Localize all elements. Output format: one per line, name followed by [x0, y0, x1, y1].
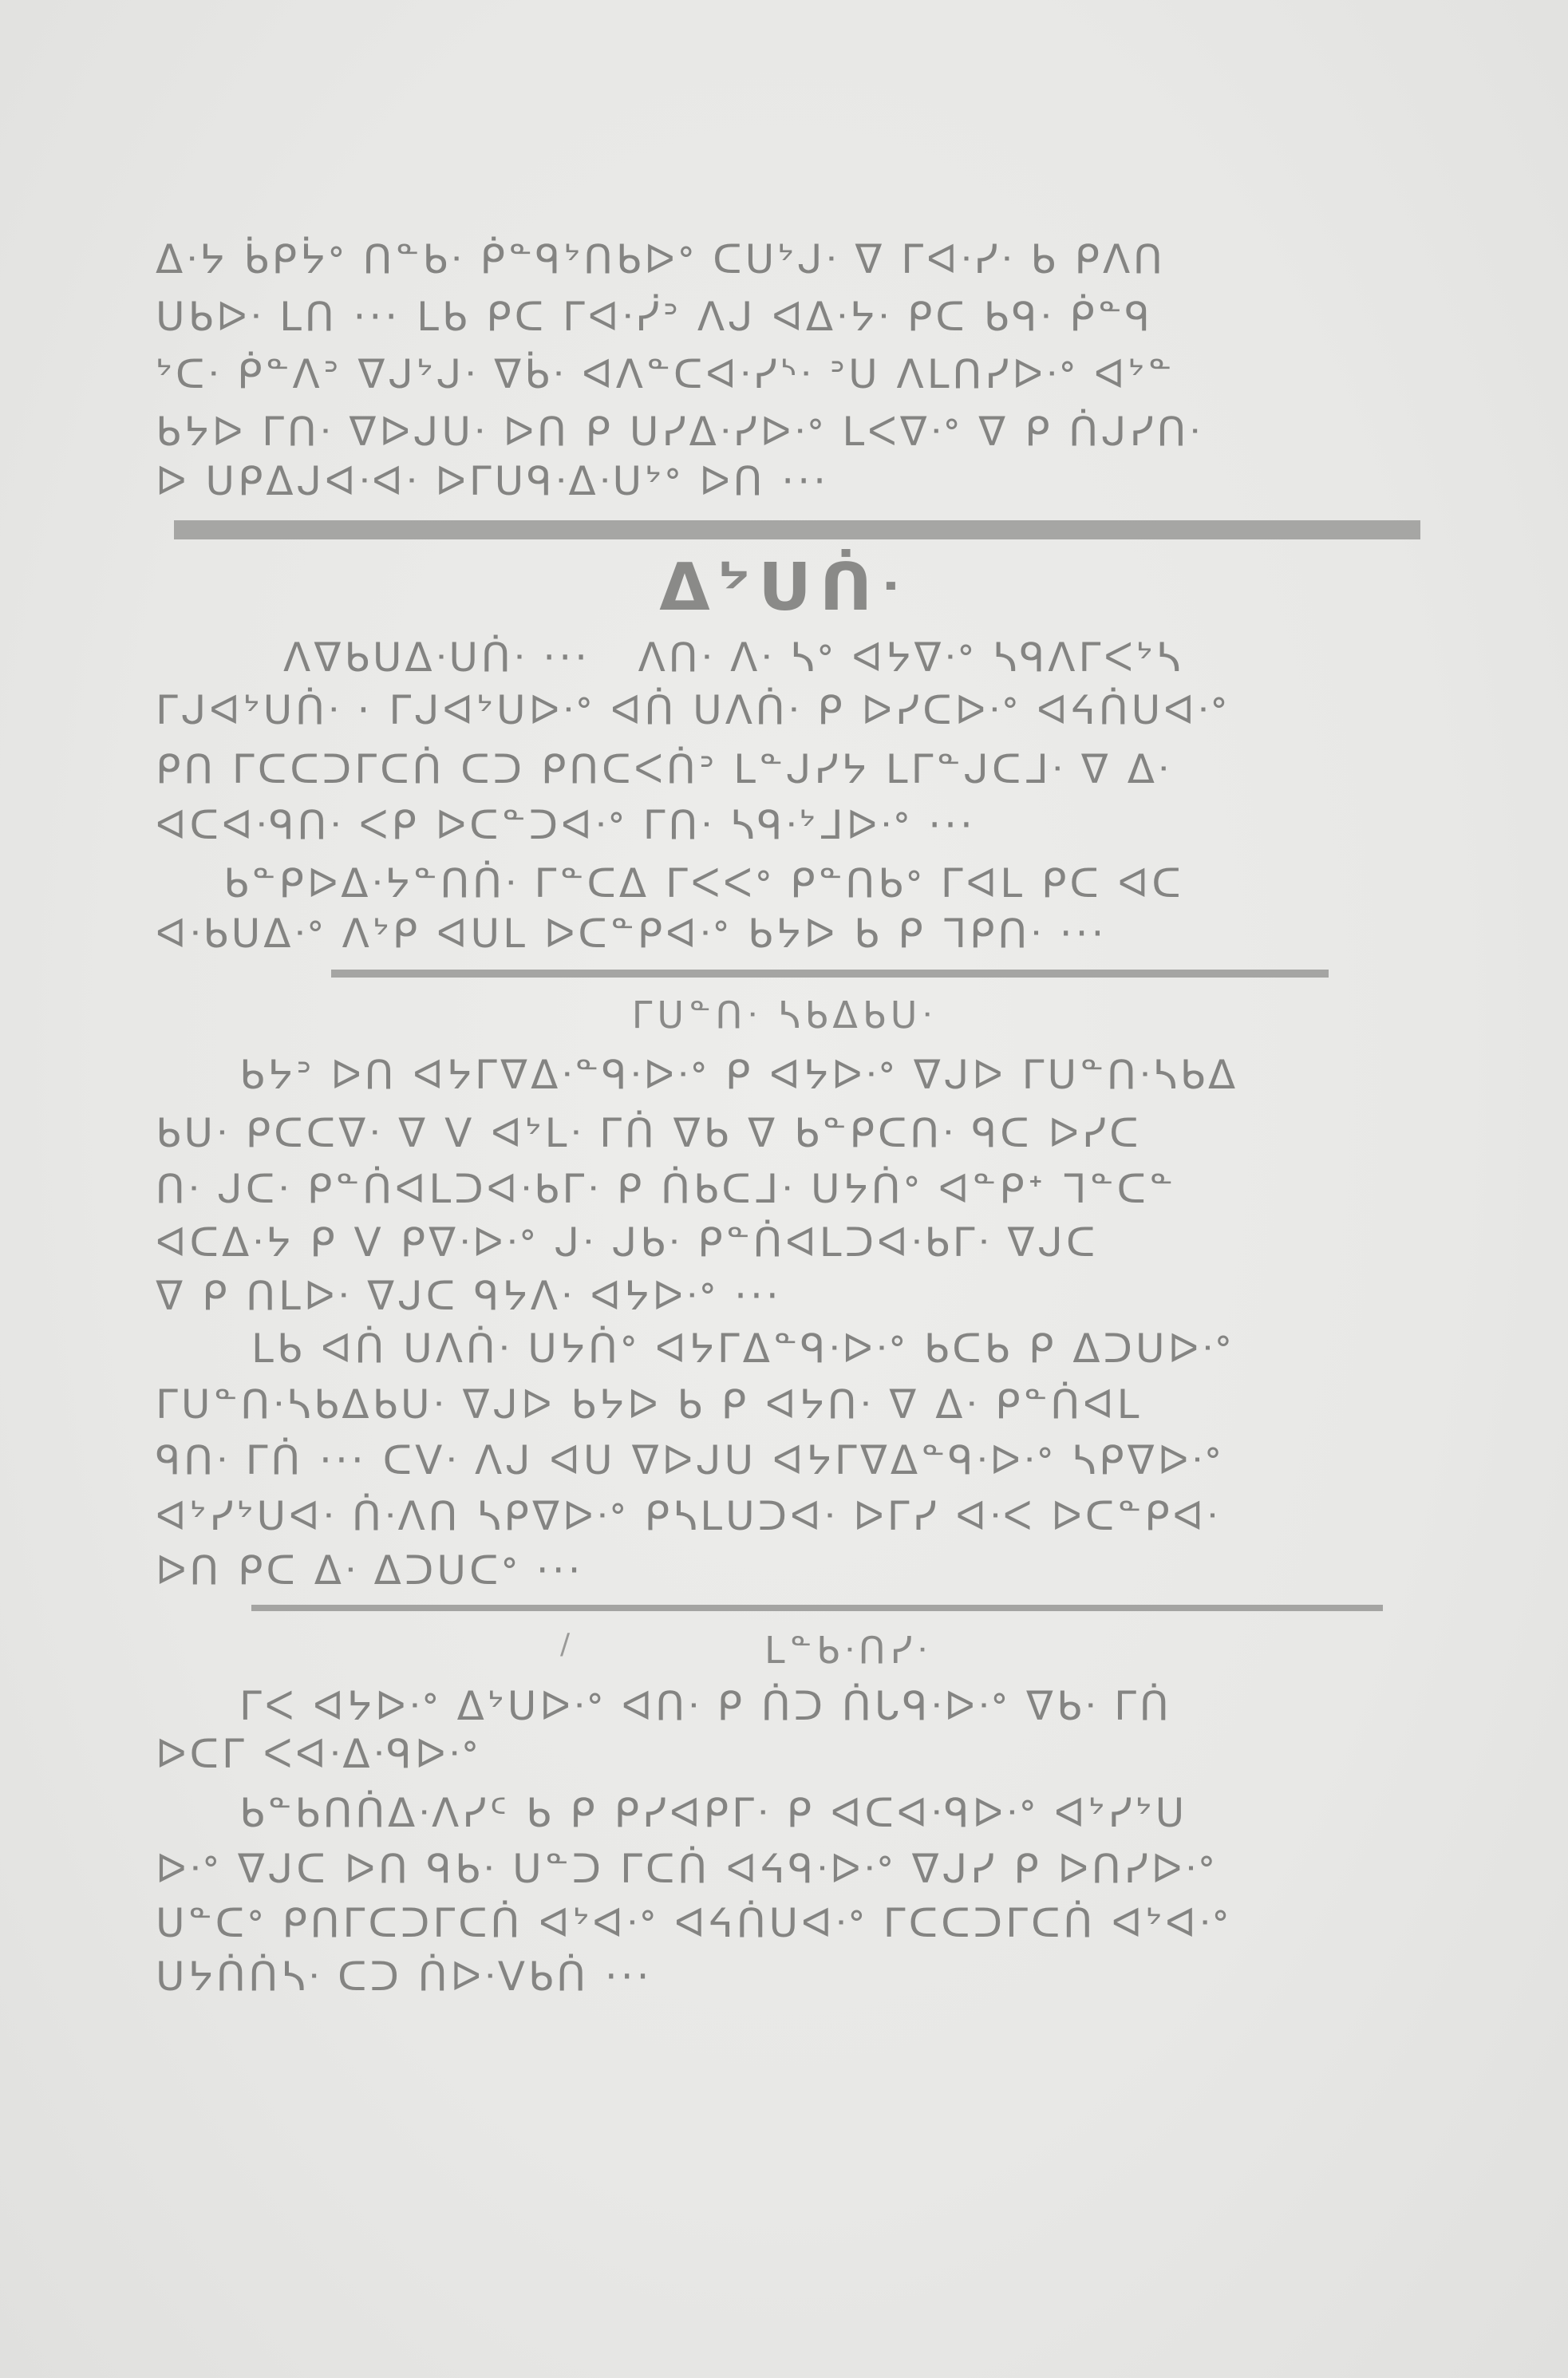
text-line: ᑲᔭᐣ ᐅᑎ ᐊᔭᒥᐁᐃᐧᓐᑫᐧᐅᐧᐤ ᑭ ᐊᔭᐅᐧᐤ ᐁᒍᐅ ᒥᑌᓐᑎᐧᓴᑲᐃ — [239, 1052, 1239, 1098]
text-line: ᑲᑌᐧ ᑭᑕᑕᐁᐧ ᐁ ᐯ ᐊᔾᒪᐧ ᒥᑏ ᐁᑲ ᐁ ᑲᓐᑭᑕᑎᐧ ᑫᑕ ᐅᓯᑕ — [156, 1110, 1142, 1156]
text-line: ᐊᑕᐊᐧᑫᑎᐧ ᐸᑭ ᐅᑕᓐᑐᐊᐧᐤ ᒥᑎᐧ ᓴᑫᐧᔾᒧᐅᐧᐤ ··· — [156, 802, 976, 848]
text-line: ᐅ ᑌᑭᐃᒍᐊᐧᐊᐧ ᐅᒥᑌᑫᐧᐃᐧᑌᔾᐤ ᐅᑎ ··· — [156, 458, 829, 504]
text-line: ᐊᑕᐃᐧᔭ ᑭ ᐯ ᑭᐁᐧᐅᐧᐤ ᒍᐧ ᒍᑲᐧ ᑭᓐᑏᐊᒪᑐᐊᐧᑲᒥᐧ ᐁᒍᑕ — [156, 1219, 1099, 1266]
divider-rule — [331, 970, 1329, 978]
text-line: ᐊᔾᓯᔾᑌᐊᐧ ᑏᐧᐱᑎ ᓴᑭᐁᐅᐧᐤ ᑭᓴᒪᑌᑐᐊᐧ ᐅᒥᓯ ᐊᐧᐸ ᐅᑕᓐᑭᐊᐧ — [156, 1493, 1220, 1539]
text-line: ᑲᓐᑲᑎᑏᐃᐧᐱᓯᑦ ᑲ ᑭ ᑭᓯᐊᑭᒥᐧ ᑭ ᐊᑕᐊᐧᑫᐅᐧᐤ ᐊᔾᓯᔾᑌ — [239, 1790, 1188, 1836]
text-line: ᑭᑎ ᒥᑕᑕᑐᒥᑕᑏ ᑕᑐ ᑭᑎᑕᐸᑏᐣ ᒪᓐᒍᓯᔭ ᒪᒥᓐᒍᑕᒧᐧ ᐁ ᐃᐧ — [156, 746, 1171, 792]
section-subheading: ᒪᓐᑲᐧᑎᓯᐧ — [764, 1629, 932, 1672]
text-line: ᑫᑎᐧ ᒥᑏ ··· ᑕᐯᐧ ᐱᒍ ᐊᑌ ᐁᐅᒍᑌ ᐊᔭᒥᐁᐃᓐᑫᐧᐅᐧᐤ ᓴᑭᐁᐅᐧᐤ — [156, 1437, 1224, 1483]
slash-mark: / — [560, 1628, 571, 1661]
text-line: ᐃᐧᔭ ᑳᑭᔮᐤ ᑎᓐᑲᐧ ᑮᓐᑫᔾᑎᑲᐅᐤ ᑕᑌᔾᒍᐧ ᐁ ᒥᐊᐧᓯᐧ ᑲ ᑭᐱᑎ — [156, 236, 1166, 282]
divider-rule — [251, 1605, 1383, 1611]
text-line: ᑲᓐᑭᐅᐃᐧᔭᓐᑎᑏᐧ ᒥᓐᑕᐃ ᒥᐸᐸᐤ ᑭᓐᑎᑲᐤ ᒥᐊᒪ ᑭᑕ ᐊᑕ — [223, 860, 1184, 907]
page-title: ᐃᔾᑌᑏᐧ — [659, 550, 909, 626]
text-line: ᑎᐧ ᒍᑕᐧ ᑭᓐᑏᐊᒪᑐᐊᐧᑲᒥᐧ ᑭ ᑏᑲᑕᒧᐧ ᑌᔭᑏᐤ ᐊᓐᑭᐩ ᒣᓐᑕᓐ — [156, 1166, 1177, 1212]
text-line: ᒪᑲ ᐊᑏ ᑌᐱᑏᐧ ᑌᔭᑏᐤ ᐊᔭᒥᐃᓐᑫᐧᐅᐧᐤ ᑲᑕᑲ ᑭ ᐃᑐᑌᐅᐧᐤ — [251, 1325, 1234, 1372]
text-line: ᒥᐸ ᐊᔭᐅᐧᐤ ᐃᔾᑌᐅᐧᐤ ᐊᑎᐧ ᑭ ᑏᑐ ᑏᒐᑫᐧᐅᐧᐤ ᐁᑲᐧ ᒥᑏ — [239, 1683, 1172, 1729]
text-line: ᐱᐁᑲᑌᐃᐧᑌᑏᐧ ··· ᐱᑎᐧ ᐱᐧ ᓴᐤ ᐊᔭᐁᐧᐤ ᓴᑫᐱᒥᐸᔾᓴ — [283, 634, 1183, 681]
text-line: ᔾᑕᐧ ᑮᓐᐱᐣ ᐁᒍᔾᒍᐧ ᐁᑳᐧ ᐊᐱᓐᑕᐊᐧᓯᔅᐧ ᐣᑌ ᐱᒪᑎᓯᐅᐧᐤ ᐊᔾᓐ — [156, 351, 1175, 397]
text-line: ᒥᒍᐊᔾᑌᑏᐧ · ᒥᒍᐊᔾᑌᐅᐧᐤ ᐊᑏ ᑌᐱᑏᐧ ᑭ ᐅᓯᑕᐅᐧᐤ ᐊᔦᑏᑌᐊᐧᐤ — [156, 687, 1230, 733]
text-line: ᒥᑌᓐᑎᐧᓴᑲᐃᑲᑌᐧ ᐁᒍᐅ ᑲᔭᐅ ᑲ ᑭ ᐊᔭᑎᐧ ᐁ ᐃᐧ ᑭᓐᑏᐊᒪ — [156, 1381, 1143, 1428]
text-line: ᑌᔭᑏᑏᓴᐧ ᑕᑐ ᑏᐅᐧᐯᑲᑏ ··· — [156, 1953, 653, 2000]
text-line: ᐊᐧᑲᑌᐃᐧᐤ ᐱᔾᑭ ᐊᑌᒪ ᐅᑕᓐᑭᐊᐧᐤ ᑲᔭᐅ ᑲ ᑭ ᒣᑭᑎᐧ ··· — [156, 911, 1108, 957]
text-line: ᑌᓐᑕᐤ ᑭᑎᒥᑕᑐᒥᑕᑏ ᐊᔾᐊᐧᐤ ᐊᔦᑏᑌᐊᐧᐤ ᒥᑕᑕᑐᒥᑕᑏ ᐊᔾᐊᐧᐤ — [156, 1900, 1232, 1946]
section-subheading: ᒥᑌᓐᑎᐧ ᓴᑲᐃᑲᑌᐧ — [631, 993, 937, 1037]
text-line: ᐅᑕᒥ ᐸᐊᐧᐃᐧᑫᐅᐧᐤ — [156, 1731, 481, 1777]
text-line: ᐅᑎ ᑭᑕ ᐃᐧ ᐃᑐᑌᑕᐤ ··· — [156, 1547, 584, 1594]
text-line: ᐁ ᑭ ᑎᒪᐅᐧ ᐁᒍᑕ ᑫᔭᐱᐧ ᐊᔭᐅᐧᐤ ··· — [156, 1273, 782, 1319]
text-line: ᐅᐧᐤ ᐁᒍᑕ ᐅᑎ ᑫᑲᐧ ᑌᓐᑐ ᒥᑕᑏ ᐊᔦᑫᐧᐅᐧᐤ ᐁᒍᓯ ᑭ ᐅᑎᓯᐅᐧᐤ — [156, 1846, 1218, 1892]
text-line: ᑌᑲᐅᐧ ᒪᑎ ··· ᒪᑲ ᑭᑕ ᒥᐊᐧᓰᐣ ᐱᒍ ᐊᐃᐧᔭᐧ ᑭᑕ ᑲᑫᐧ ᑮᓐᑫ — [156, 294, 1154, 340]
text-line: ᑲᔭᐅ ᒥᑎᐧ ᐁᐅᒍᑌᐧ ᐅᑎ ᑭ ᑌᓯᐃᐧᓯᐅᐧᐤ ᒪᐸᐁᐧᐤ ᐁ ᑭ ᑏᒍᓯᑎᐧ — [156, 409, 1203, 455]
divider-rule — [174, 520, 1420, 539]
